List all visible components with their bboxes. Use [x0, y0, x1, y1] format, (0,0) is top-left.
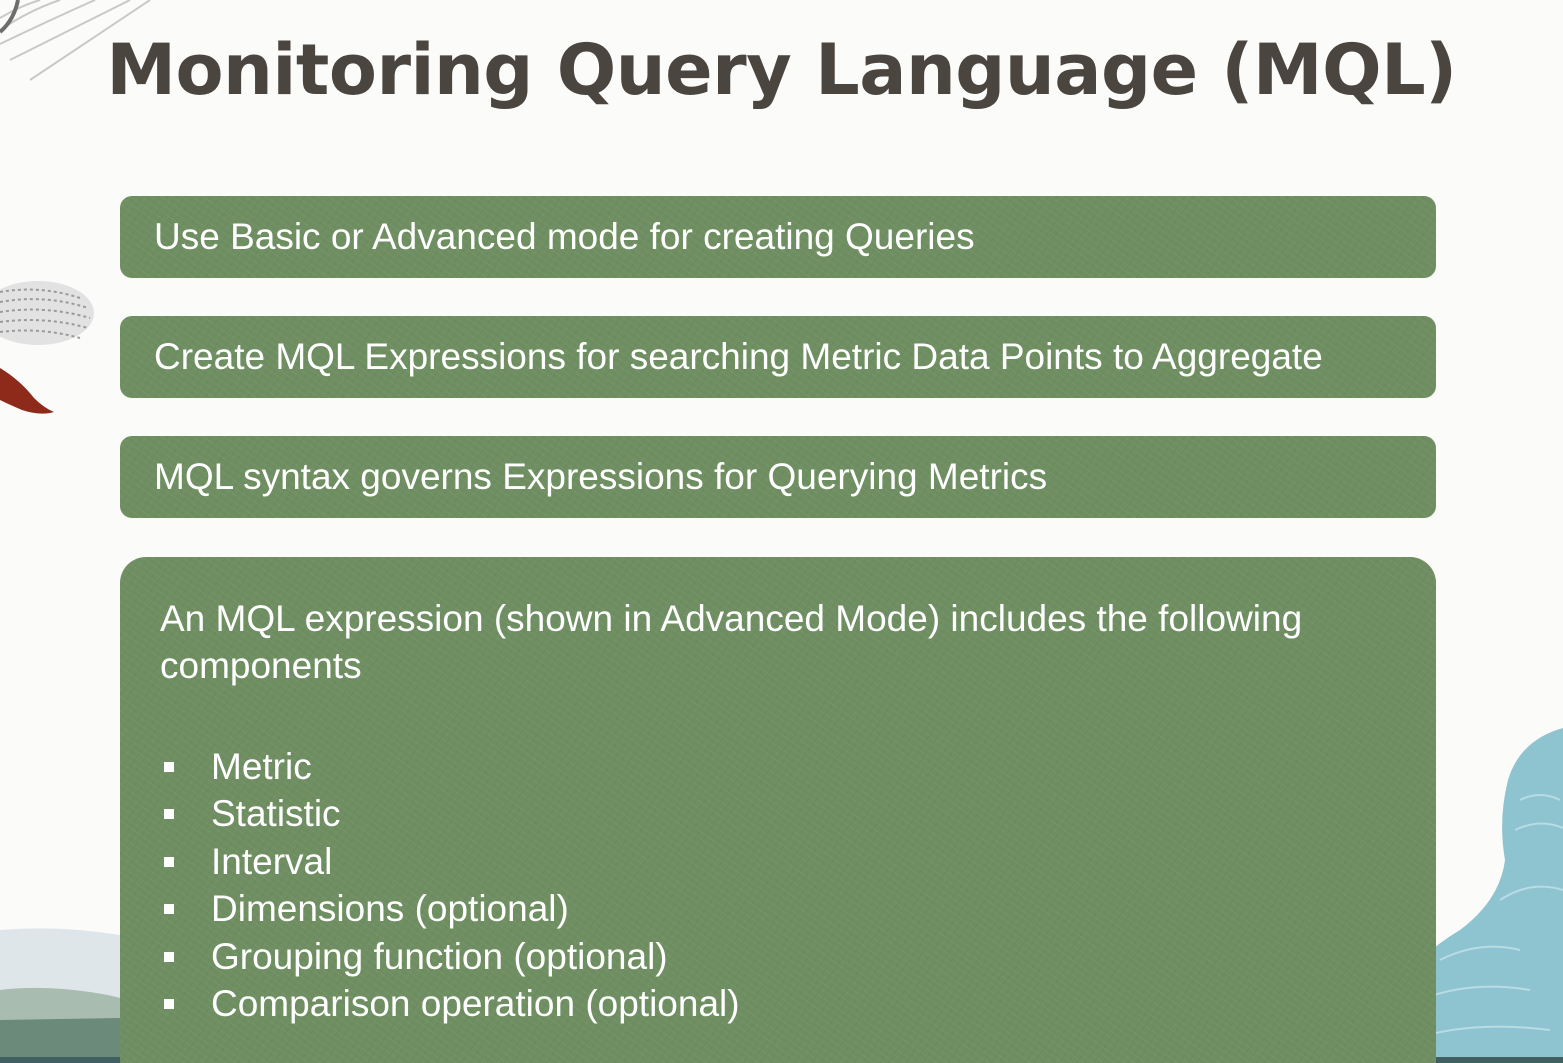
square-bullet-icon [164, 809, 174, 819]
left-red-leaf-art [0, 368, 54, 414]
square-bullet-icon [164, 904, 174, 914]
square-bullet-icon [164, 952, 174, 962]
point-mql-syntax [120, 436, 1436, 518]
square-bullet-icon [164, 857, 174, 867]
list-item-label: Grouping function (optional) [211, 935, 668, 977]
components-intro: An MQL expression (shown in Advanced Mode) includes the following components [160, 598, 1303, 686]
components-list [160, 743, 1406, 1028]
list-item [160, 886, 1406, 934]
left-speckled-stone-art [0, 281, 94, 345]
list-item [160, 791, 1406, 839]
list-item-label: Comparison operation (optional) [211, 983, 740, 1025]
point-text: Use Basic or Advanced mode for creating Queries [154, 216, 975, 257]
point-text: MQL syntax governs Expressions for Querying Metrics [154, 456, 1048, 497]
list-item-label: Statistic [211, 793, 341, 835]
point-basic-advanced-mode [120, 196, 1436, 278]
square-bullet-icon [164, 762, 174, 772]
slide-title: Monitoring Query Language (MQL) [106, 29, 1457, 111]
point-mql-expressions [120, 316, 1436, 398]
list-item-label: Metric [211, 745, 312, 787]
components-box [120, 557, 1436, 1063]
list-item [160, 743, 1406, 791]
point-text: Create MQL Expressions for searching Metric Data Points to Aggregate [154, 336, 1323, 377]
list-item-label: Interval [211, 840, 333, 882]
list-item [160, 838, 1406, 886]
list-item [160, 981, 1406, 1029]
square-bullet-icon [164, 999, 174, 1009]
list-item-label: Dimensions (optional) [211, 888, 569, 930]
bottom-left-landscape-art [0, 928, 120, 1063]
list-item [160, 933, 1406, 981]
